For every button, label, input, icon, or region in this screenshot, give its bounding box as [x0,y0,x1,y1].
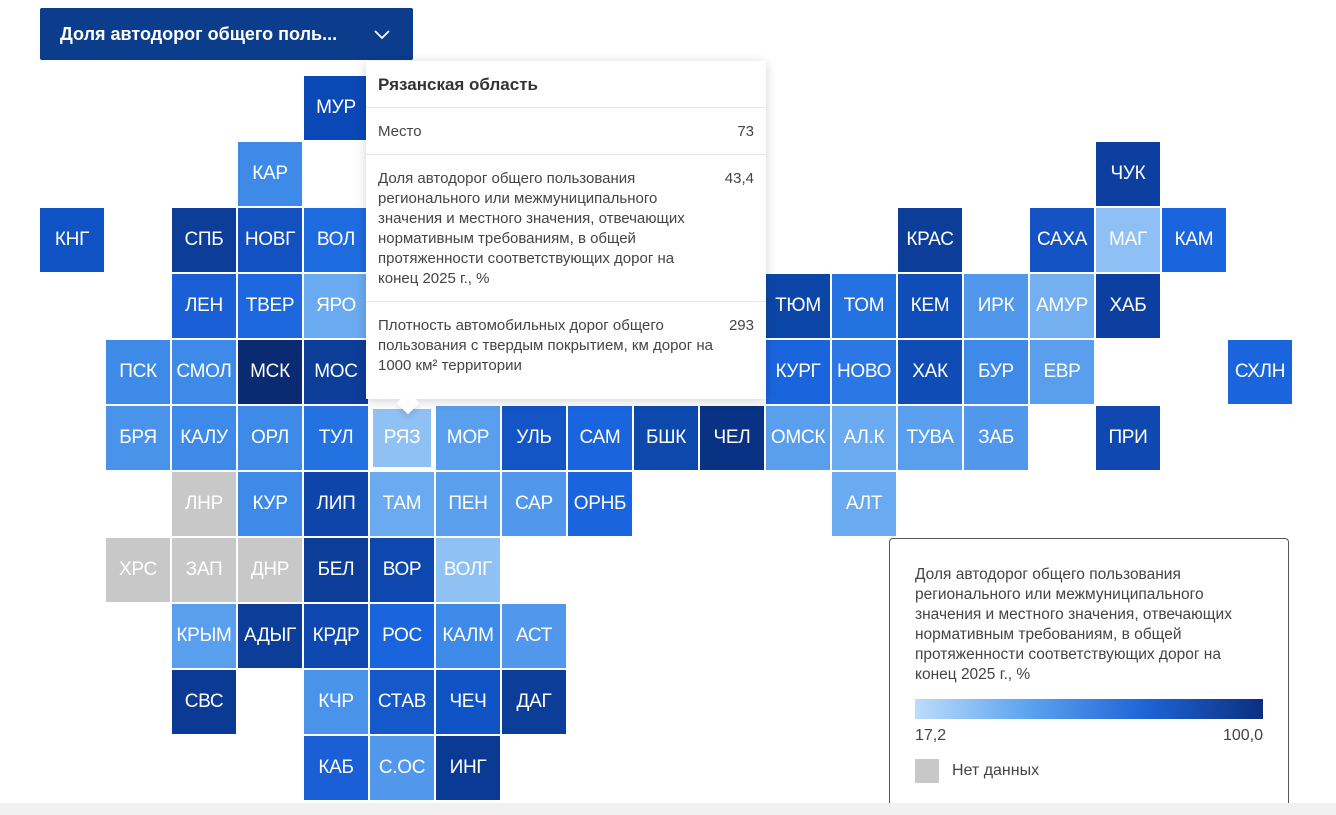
nodata-label: Нет данных [952,762,1040,779]
region-tile[interactable]: КЕМ [898,274,962,338]
region-tile[interactable]: ДАГ [502,670,566,734]
page-bottom-strip [0,803,1336,815]
region-tile[interactable]: ВОЛГ [436,538,500,602]
region-tile[interactable]: КНГ [40,208,104,272]
region-tile[interactable]: КЧР [304,670,368,734]
legend-title: Доля автодорог общего пользования регионального или межмуниципального значения и местного значения, отвечающих нормативным требованиям, в общей протяженности соответствующих дорог на конец 2025 г., % [915,566,1232,683]
tooltip-row-density [366,302,766,388]
region-tile[interactable]: ЛЕН [172,274,236,338]
region-tile[interactable]: РЯЗ [370,406,434,470]
tooltip-row-rank [366,108,766,155]
region-tile[interactable]: ХАБ [1096,274,1160,338]
region-tile[interactable]: ВОР [370,538,434,602]
region-tile[interactable]: ТАМ [370,472,434,536]
region-tile[interactable]: КАЛМ [436,604,500,668]
region-tile[interactable]: БШК [634,406,698,470]
tooltip-value: 73 [737,123,754,140]
region-tile[interactable]: СХЛН [1228,340,1292,404]
region-tile[interactable]: ЗАБ [964,406,1028,470]
region-tile[interactable]: НОВГ [238,208,302,272]
region-tile[interactable]: УЛЬ [502,406,566,470]
nodata-swatch [915,759,939,783]
legend [889,538,1289,808]
legend-scale-labels [915,727,1263,745]
region-tile[interactable]: ЧУК [1096,142,1160,206]
region-tile[interactable]: КАЛУ [172,406,236,470]
region-tile[interactable]: ТУВА [898,406,962,470]
region-tile[interactable]: МОР [436,406,500,470]
region-tile[interactable]: РОС [370,604,434,668]
tooltip-label: Место [378,123,422,140]
region-tile[interactable]: АЛТ [832,472,896,536]
region-tile[interactable]: ИРК [964,274,1028,338]
region-tile[interactable]: ЧЕЛ [700,406,764,470]
region-tile[interactable]: ТВЕР [238,274,302,338]
legend-min: 17,2 [915,727,947,744]
region-tooltip [366,61,766,399]
tooltip-value: 293 [728,317,754,334]
region-tile[interactable]: ЧЕЧ [436,670,500,734]
tooltip-row-share [366,155,766,302]
region-tile[interactable]: МАГ [1096,208,1160,272]
region-tile[interactable]: ДНР [238,538,302,602]
region-tile[interactable]: САМ [568,406,632,470]
indicator-dropdown[interactable] [40,8,413,60]
tooltip-label: Доля автодорог общего пользования регионального или межмуниципального значения и местного значения, отвечающих нормативным требованиям, в общей протяженности соответствующих дорог на конец 2025 г., % [378,170,685,287]
region-tile[interactable]: ТЮМ [766,274,830,338]
region-tile[interactable]: ЗАП [172,538,236,602]
region-tile[interactable]: АЛ.К [832,406,896,470]
legend-max: 100,0 [1222,727,1263,744]
region-tile[interactable]: БЕЛ [304,538,368,602]
region-tile[interactable]: НОВО [832,340,896,404]
region-tile[interactable]: ХАК [898,340,962,404]
region-tile[interactable]: ЕВР [1030,340,1094,404]
region-tile[interactable]: С.ОС [370,736,434,800]
region-tile[interactable]: ПЕН [436,472,500,536]
tooltip-value: 43,4 [724,170,754,187]
region-tile[interactable]: САХА [1030,208,1094,272]
region-tile[interactable]: БУР [964,340,1028,404]
region-tile[interactable]: ХРС [106,538,170,602]
legend-color-scale [915,699,1263,719]
region-tile[interactable]: СМОЛ [172,340,236,404]
region-tile[interactable]: ТОМ [832,274,896,338]
region-tile[interactable]: АСТ [502,604,566,668]
region-tile[interactable]: СПБ [172,208,236,272]
region-tile[interactable]: БРЯ [106,406,170,470]
region-tile[interactable]: КУР [238,472,302,536]
region-tile[interactable]: КУРГ [766,340,830,404]
region-tile[interactable]: СВС [172,670,236,734]
region-tile[interactable]: КРДР [304,604,368,668]
region-tile[interactable]: КАБ [304,736,368,800]
region-tile[interactable]: ИНГ [436,736,500,800]
tooltip-title: Рязанская область [366,61,766,108]
region-tile[interactable]: ТУЛ [304,406,368,470]
region-tile[interactable]: ОМСК [766,406,830,470]
region-tile[interactable]: КРАС [898,208,962,272]
region-tile[interactable]: ЯРО [304,274,368,338]
region-tile[interactable]: АМУР [1030,274,1094,338]
region-tile[interactable]: ВОЛ [304,208,368,272]
legend-nodata [915,759,1264,783]
region-tile[interactable]: АДЫГ [238,604,302,668]
region-tile[interactable]: ОРЛ [238,406,302,470]
region-tile[interactable]: СТАВ [370,670,434,734]
region-tile[interactable]: ОРНБ [568,472,632,536]
region-tile[interactable]: ПРИ [1096,406,1160,470]
region-tile[interactable]: КРЫМ [172,604,236,668]
region-tile[interactable]: САР [502,472,566,536]
chevron-down-icon [371,23,393,45]
dropdown-label: Доля автодорог общего поль... [60,23,338,44]
region-tile[interactable]: КАМ [1162,208,1226,272]
region-tile[interactable]: ЛНР [172,472,236,536]
region-tile[interactable]: ЛИП [304,472,368,536]
region-tile[interactable]: КАР [238,142,302,206]
region-tile[interactable]: ПСК [106,340,170,404]
tooltip-label: Плотность автомобильных дорог общего пользования с твердым покрытием, км дорог на 1000 км² территории [378,317,714,374]
region-tile[interactable]: МСК [238,340,302,404]
region-tile[interactable]: МОС [304,340,368,404]
region-tile[interactable]: МУР [304,76,368,140]
